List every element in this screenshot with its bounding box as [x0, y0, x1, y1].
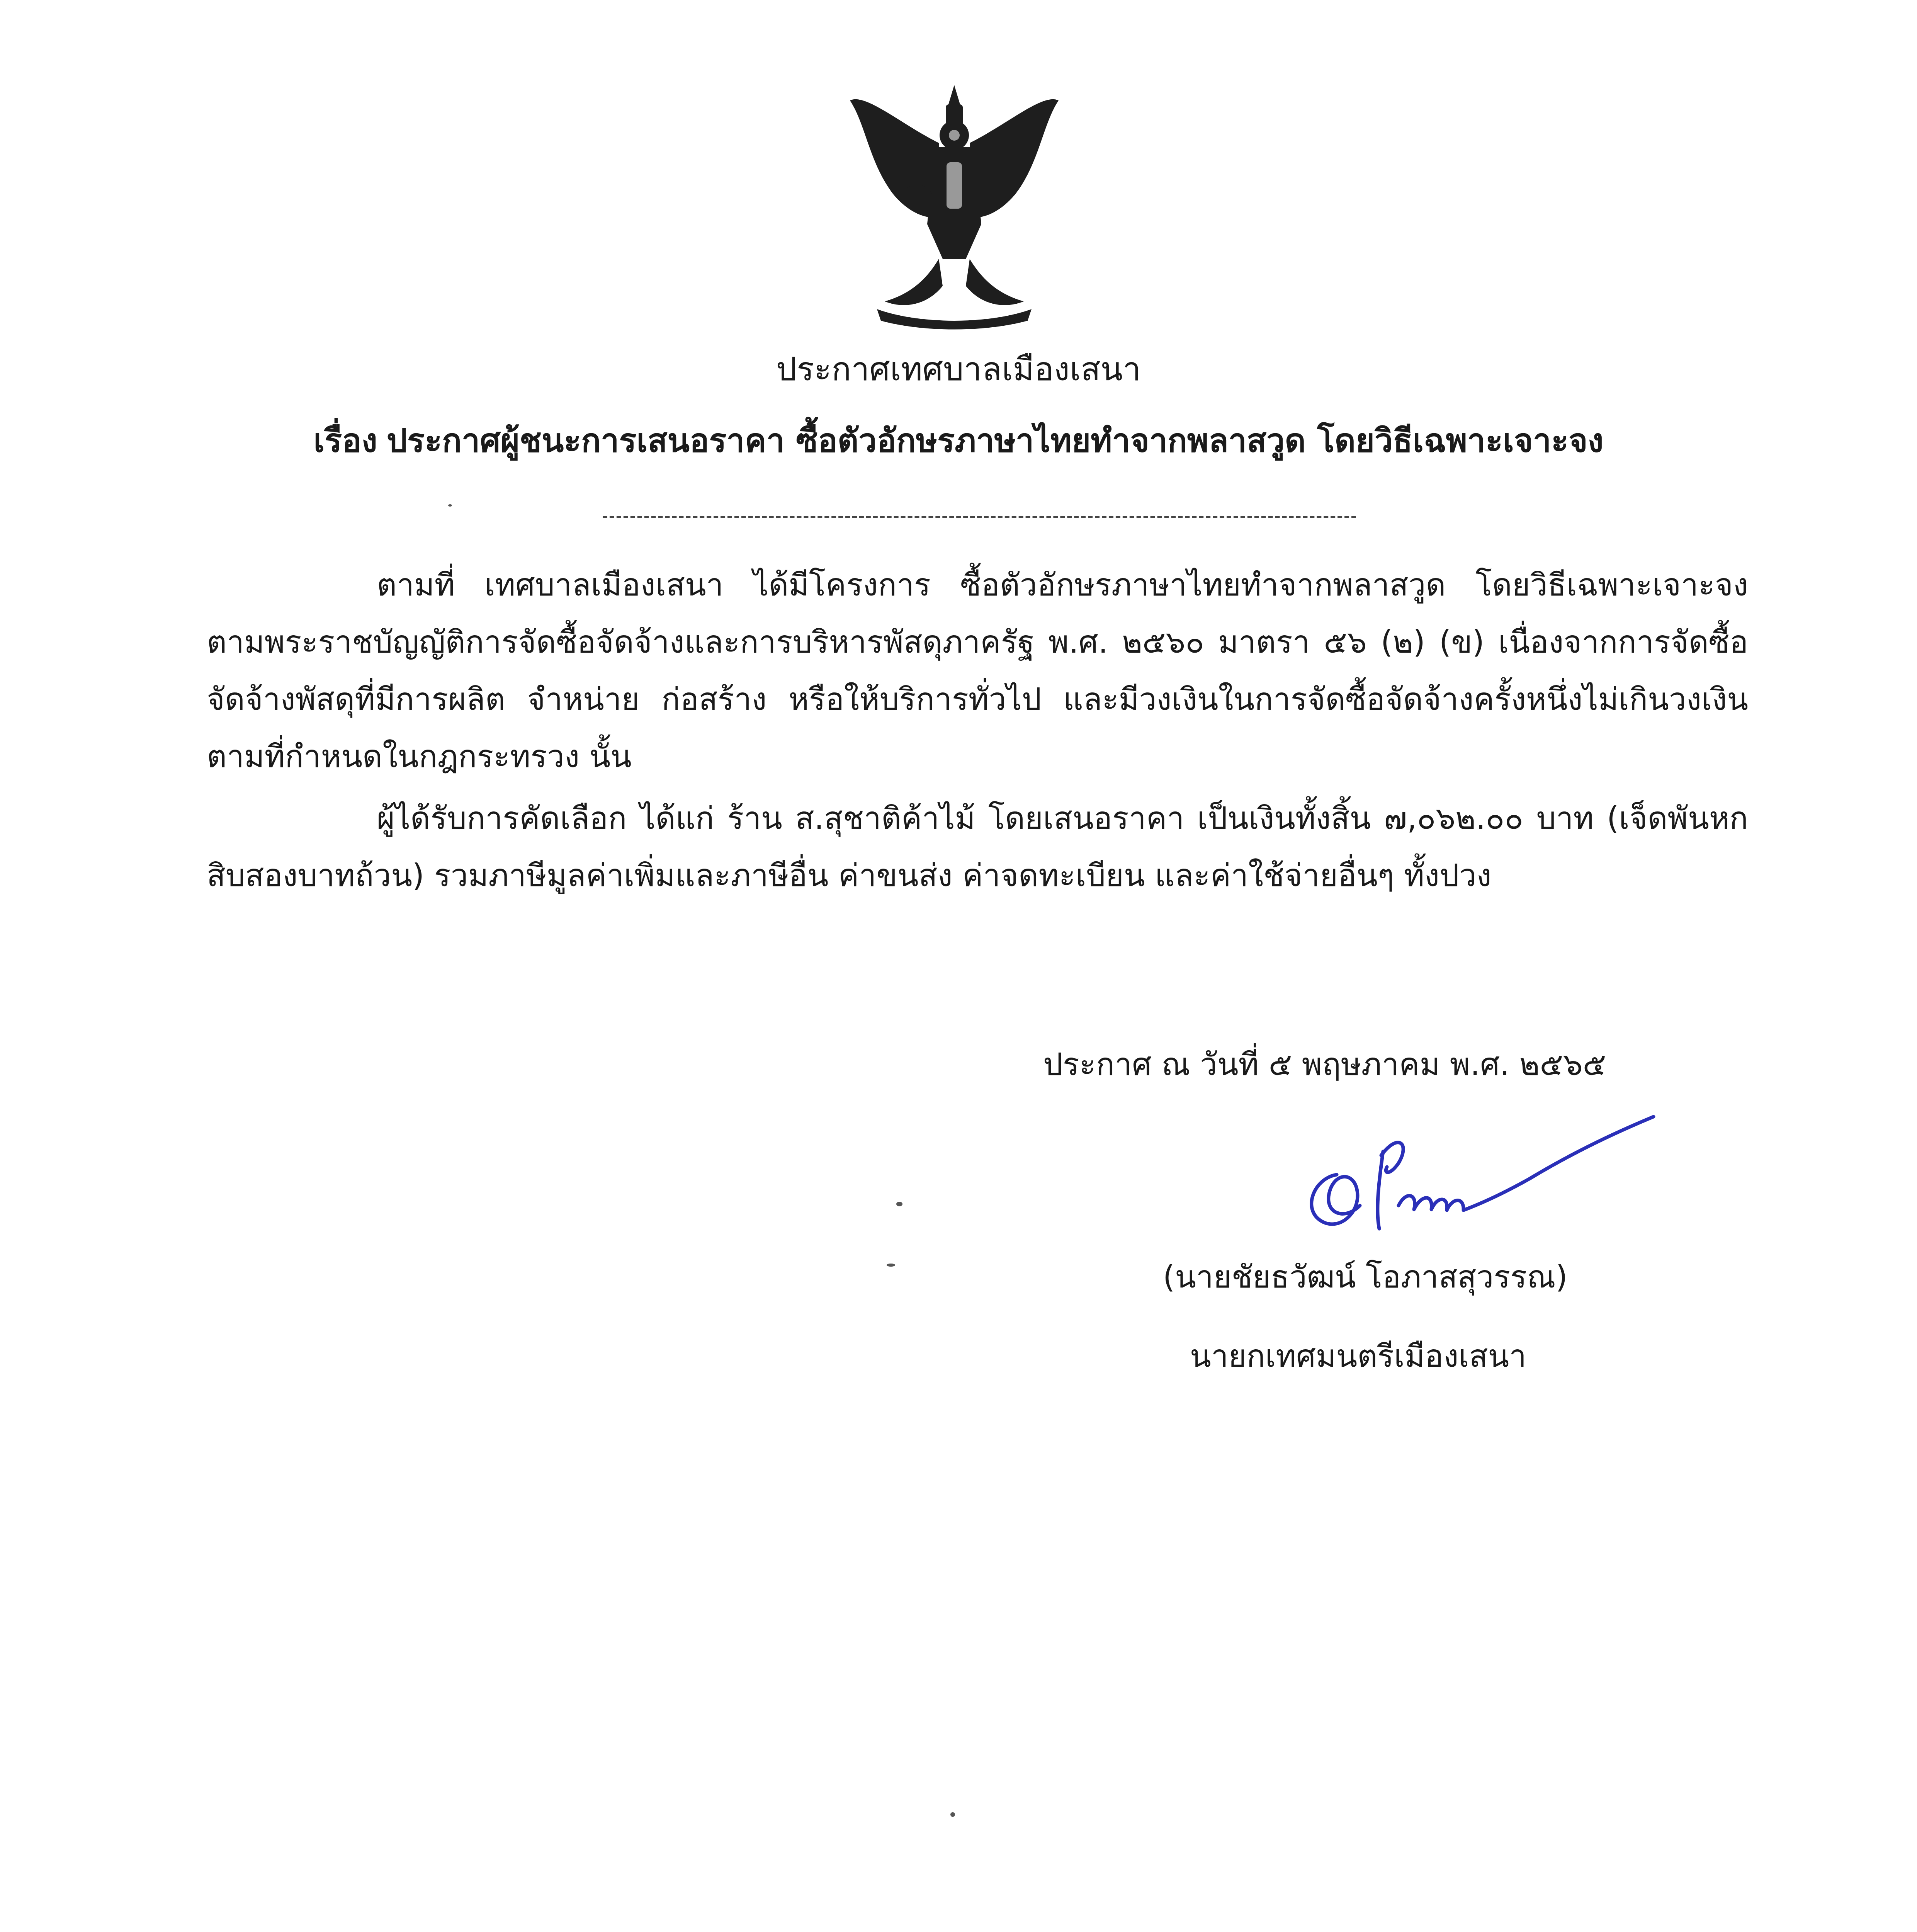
- subject-label: เรื่อง: [313, 422, 377, 459]
- subject-text: ประกาศผู้ชนะการเสนอราคา ซื้อตัวอักษรภาษาไทยทำจากพลาสวูด โดยวิธีเฉพาะเจาะจง: [386, 422, 1604, 459]
- scan-speck: [896, 1202, 902, 1206]
- document-subject: [0, 419, 1917, 462]
- announcement-date: ประกาศ ณ วันที่ ๕ พฤษภาคม พ.ศ. ๒๕๖๕: [1043, 1046, 1606, 1082]
- signer-name: (นายชัยธวัฒน์ โอภาสสุวรรณ): [1163, 1259, 1568, 1295]
- announcement-body: [207, 556, 1748, 904]
- body-paragraph-winner: ผู้ได้รับการคัดเลือก ได้แก่ ร้าน ส.สุชาติค้าไม้ โดยเสนอราคา เป็นเงินทั้งสิ้น ๗,๐๖๒.๐๐ บาท (เจ็ดพันหกสิบสองบาทถ้วน) รวมภาษีมูลค่าเพิ่มและภาษีอื่น ค่าขนส่ง ค่าจดทะเบียน และค่าใช้จ่ายอื่นๆ ทั้งปวง: [207, 800, 1748, 893]
- signer-position: นายกเทศมนตรีเมืองเสนา: [1190, 1338, 1527, 1374]
- dashed-divider: [603, 516, 1356, 518]
- scan-speck: [950, 1812, 955, 1817]
- scan-speck: [448, 504, 452, 507]
- organization-title: ประกาศเทศบาลเมืองเสนา: [776, 350, 1141, 388]
- body-paragraph-project: ตามที่ เทศบาลเมืองเสนา ได้มีโครงการ ซื้อตัวอักษรภาษาไทยทำจากพลาสวูด โดยวิธีเฉพาะเจาะจง ตามพระราชบัญญัติการจัดซื้อจัดจ้างและการบริหารพัสดุภาครัฐ พ.ศ. ๒๕๖๐ มาตรา ๕๖ (๒) (ข) เนื่องจากการจัดซื้อจัดจ้างพัสดุที่มีการผลิต จำหน่าย ก่อสร้าง หรือให้บริการทั่วไป และมีวงเงินในการจัดซื้อจัดจ้างครั้งหนึ่งไม่เกินวงเงินตามที่กำหนดในกฎกระทรวง นั้น: [207, 567, 1748, 774]
- garuda-emblem-icon: [842, 77, 1066, 332]
- handwritten-signature: [1283, 1109, 1661, 1248]
- scan-speck: [887, 1264, 895, 1267]
